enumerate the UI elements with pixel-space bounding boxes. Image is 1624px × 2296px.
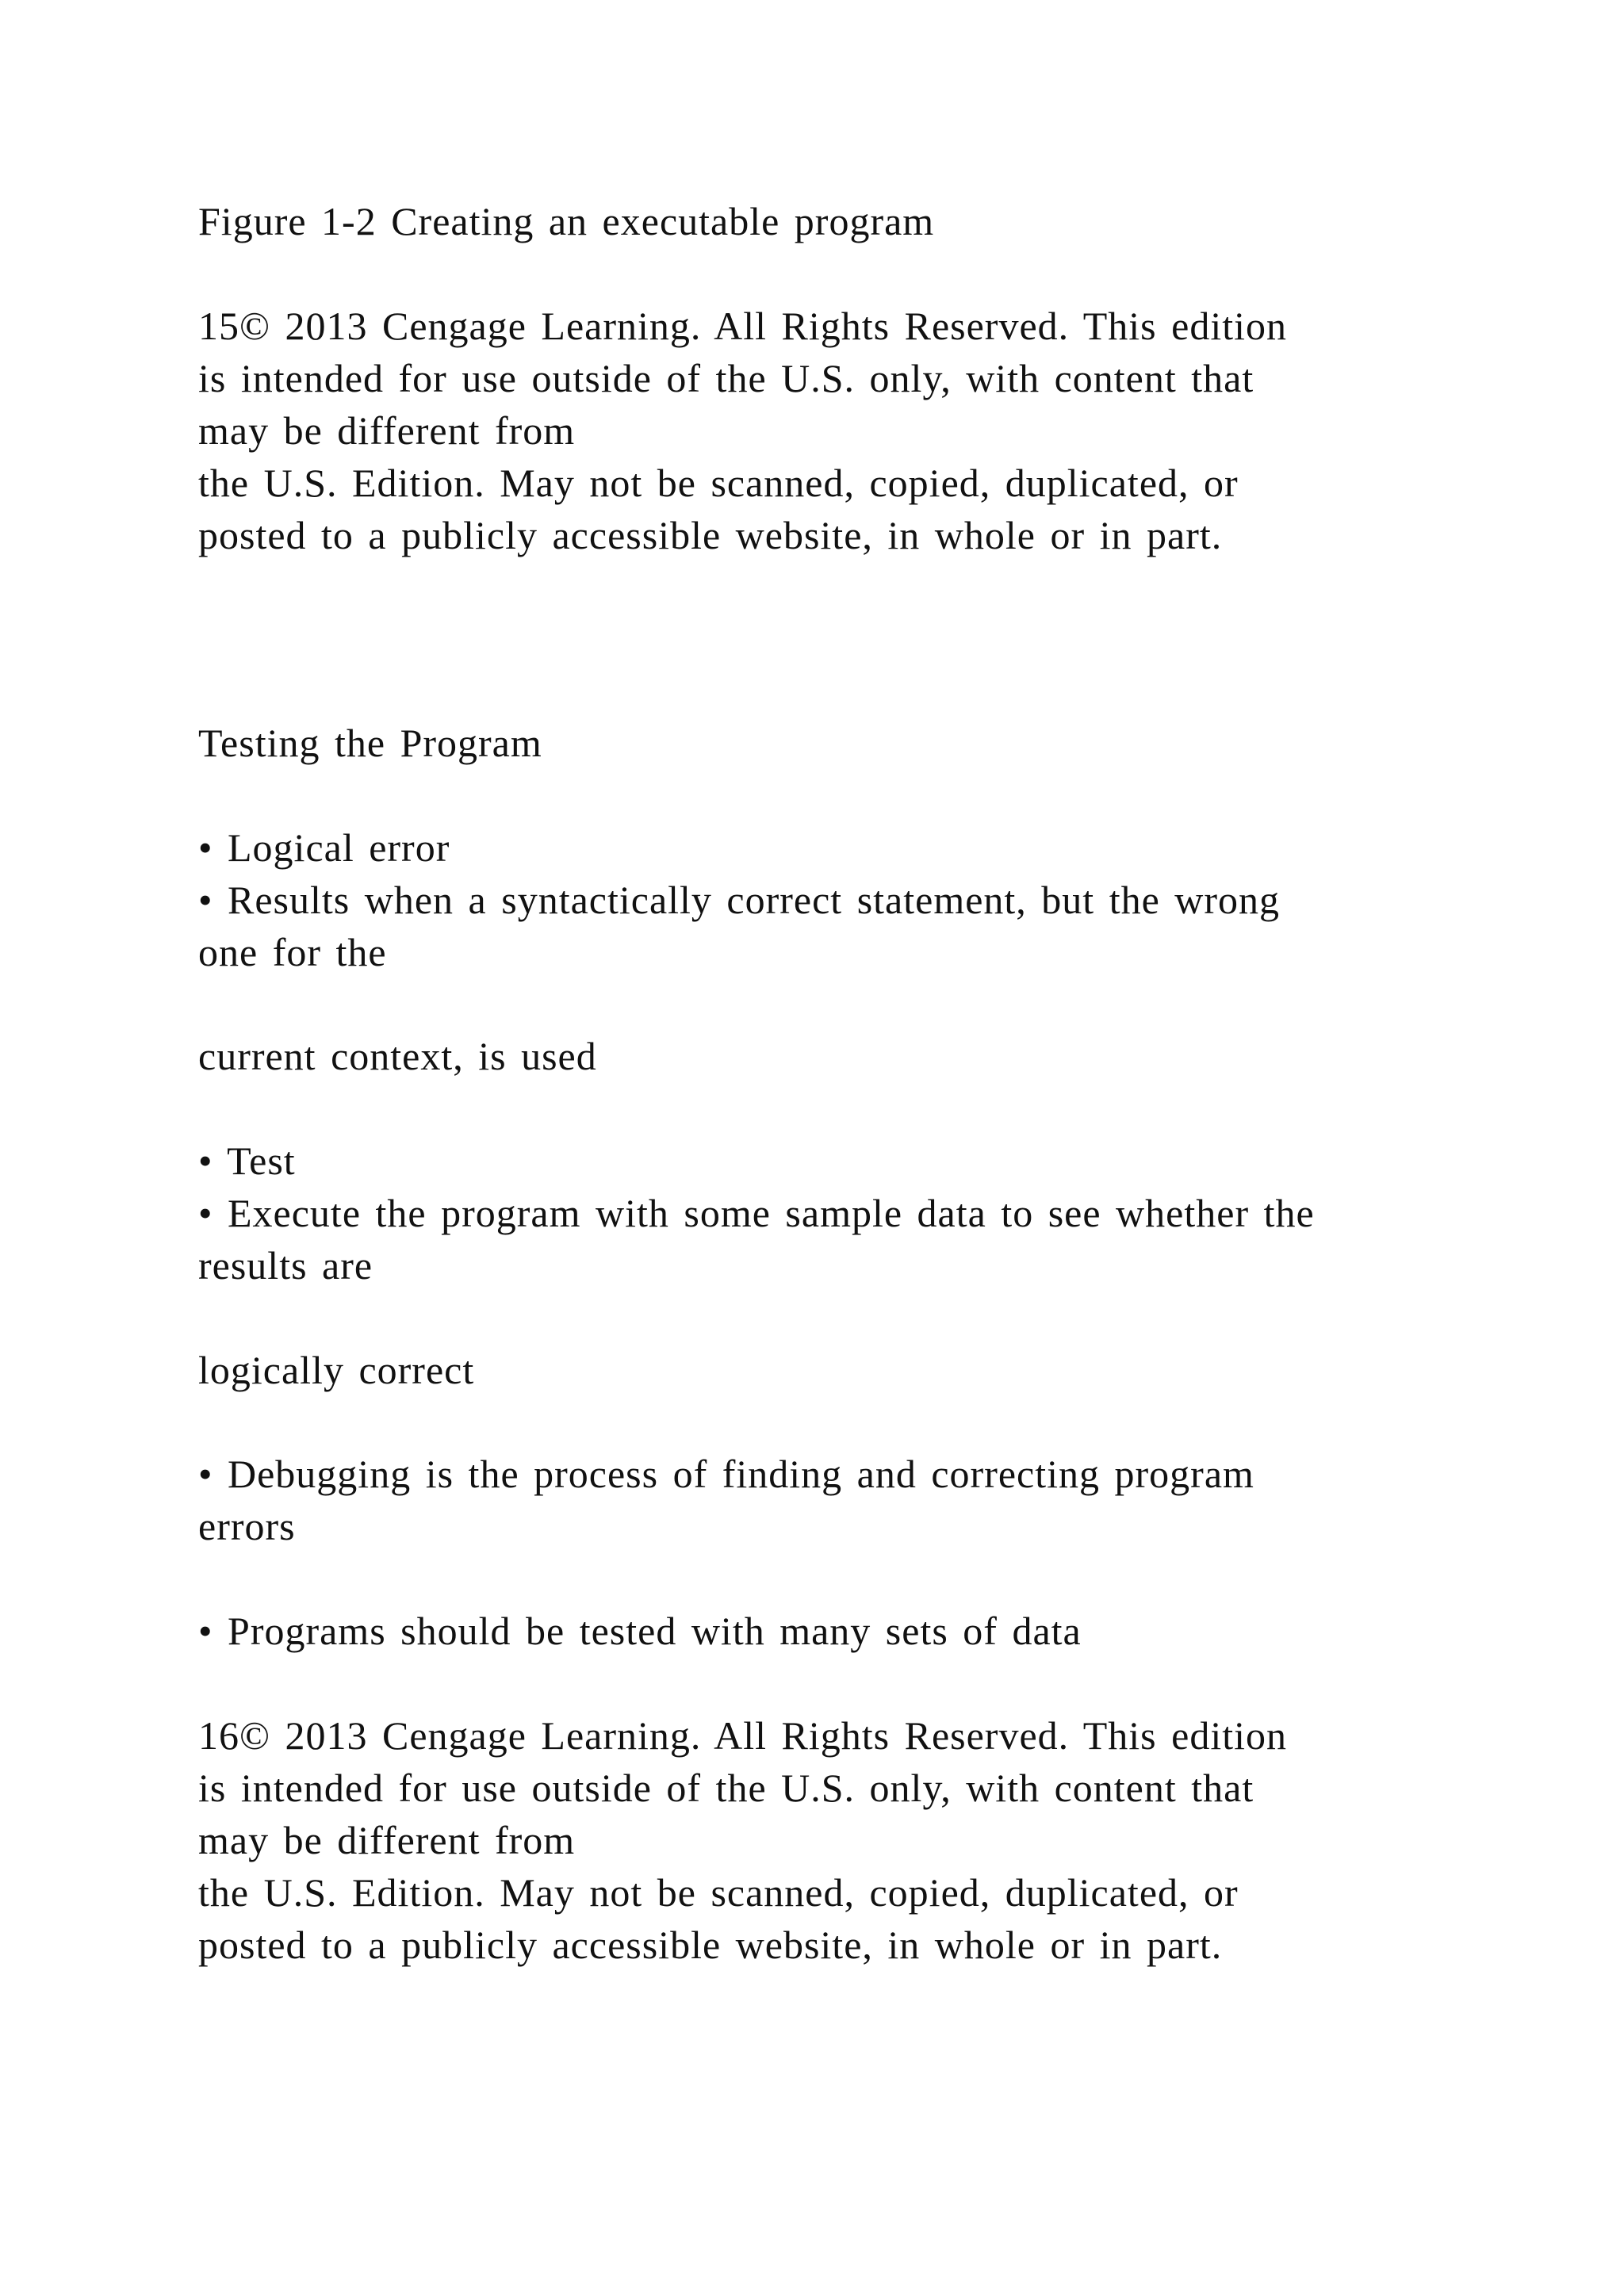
copyright-line: is intended for use outside of the U.S. only, with content that <box>198 1766 1254 1810</box>
copyright-line: the U.S. Edition. May not be scanned, copied, duplicated, or <box>198 1870 1239 1915</box>
bullet-item: • Execute the program with some sample data to see whether the <box>198 1191 1315 1235</box>
bullet-continuation: current context, is used <box>198 1034 597 1078</box>
copyright-line: is intended for use outside of the U.S. only, with content that <box>198 356 1254 400</box>
bullet-item: • Results when a syntactically correct statement, but the wrong <box>198 878 1281 922</box>
bullet-continuation: results are <box>198 1243 373 1288</box>
copyright-line: 15© 2013 Cengage Learning. All Rights Reserved. This edition <box>198 304 1287 348</box>
copyright-line: 16© 2013 Cengage Learning. All Rights Reserved. This edition <box>198 1713 1287 1758</box>
copyright-line: may be different from <box>198 408 576 453</box>
bullet-continuation: logically correct <box>198 1348 475 1392</box>
bullet-item: • Test <box>198 1138 296 1183</box>
copyright-line: posted to a publicly accessible website, in whole or in part. <box>198 513 1223 557</box>
figure-caption: Figure 1-2 Creating an executable program <box>198 199 935 243</box>
section-heading: Testing the Program <box>198 721 542 765</box>
bullet-item: • Debugging is the process of finding and correcting program <box>198 1452 1254 1496</box>
copyright-line: may be different from <box>198 1818 576 1862</box>
copyright-line: the U.S. Edition. May not be scanned, copied, duplicated, or <box>198 461 1239 505</box>
bullet-item: • Programs should be tested with many sets of data <box>198 1609 1082 1653</box>
copyright-line: posted to a publicly accessible website, in whole or in part. <box>198 1923 1223 1967</box>
bullet-item: • Logical error <box>198 825 450 870</box>
bullet-continuation: one for the <box>198 930 387 974</box>
bullet-continuation: errors <box>198 1504 296 1548</box>
